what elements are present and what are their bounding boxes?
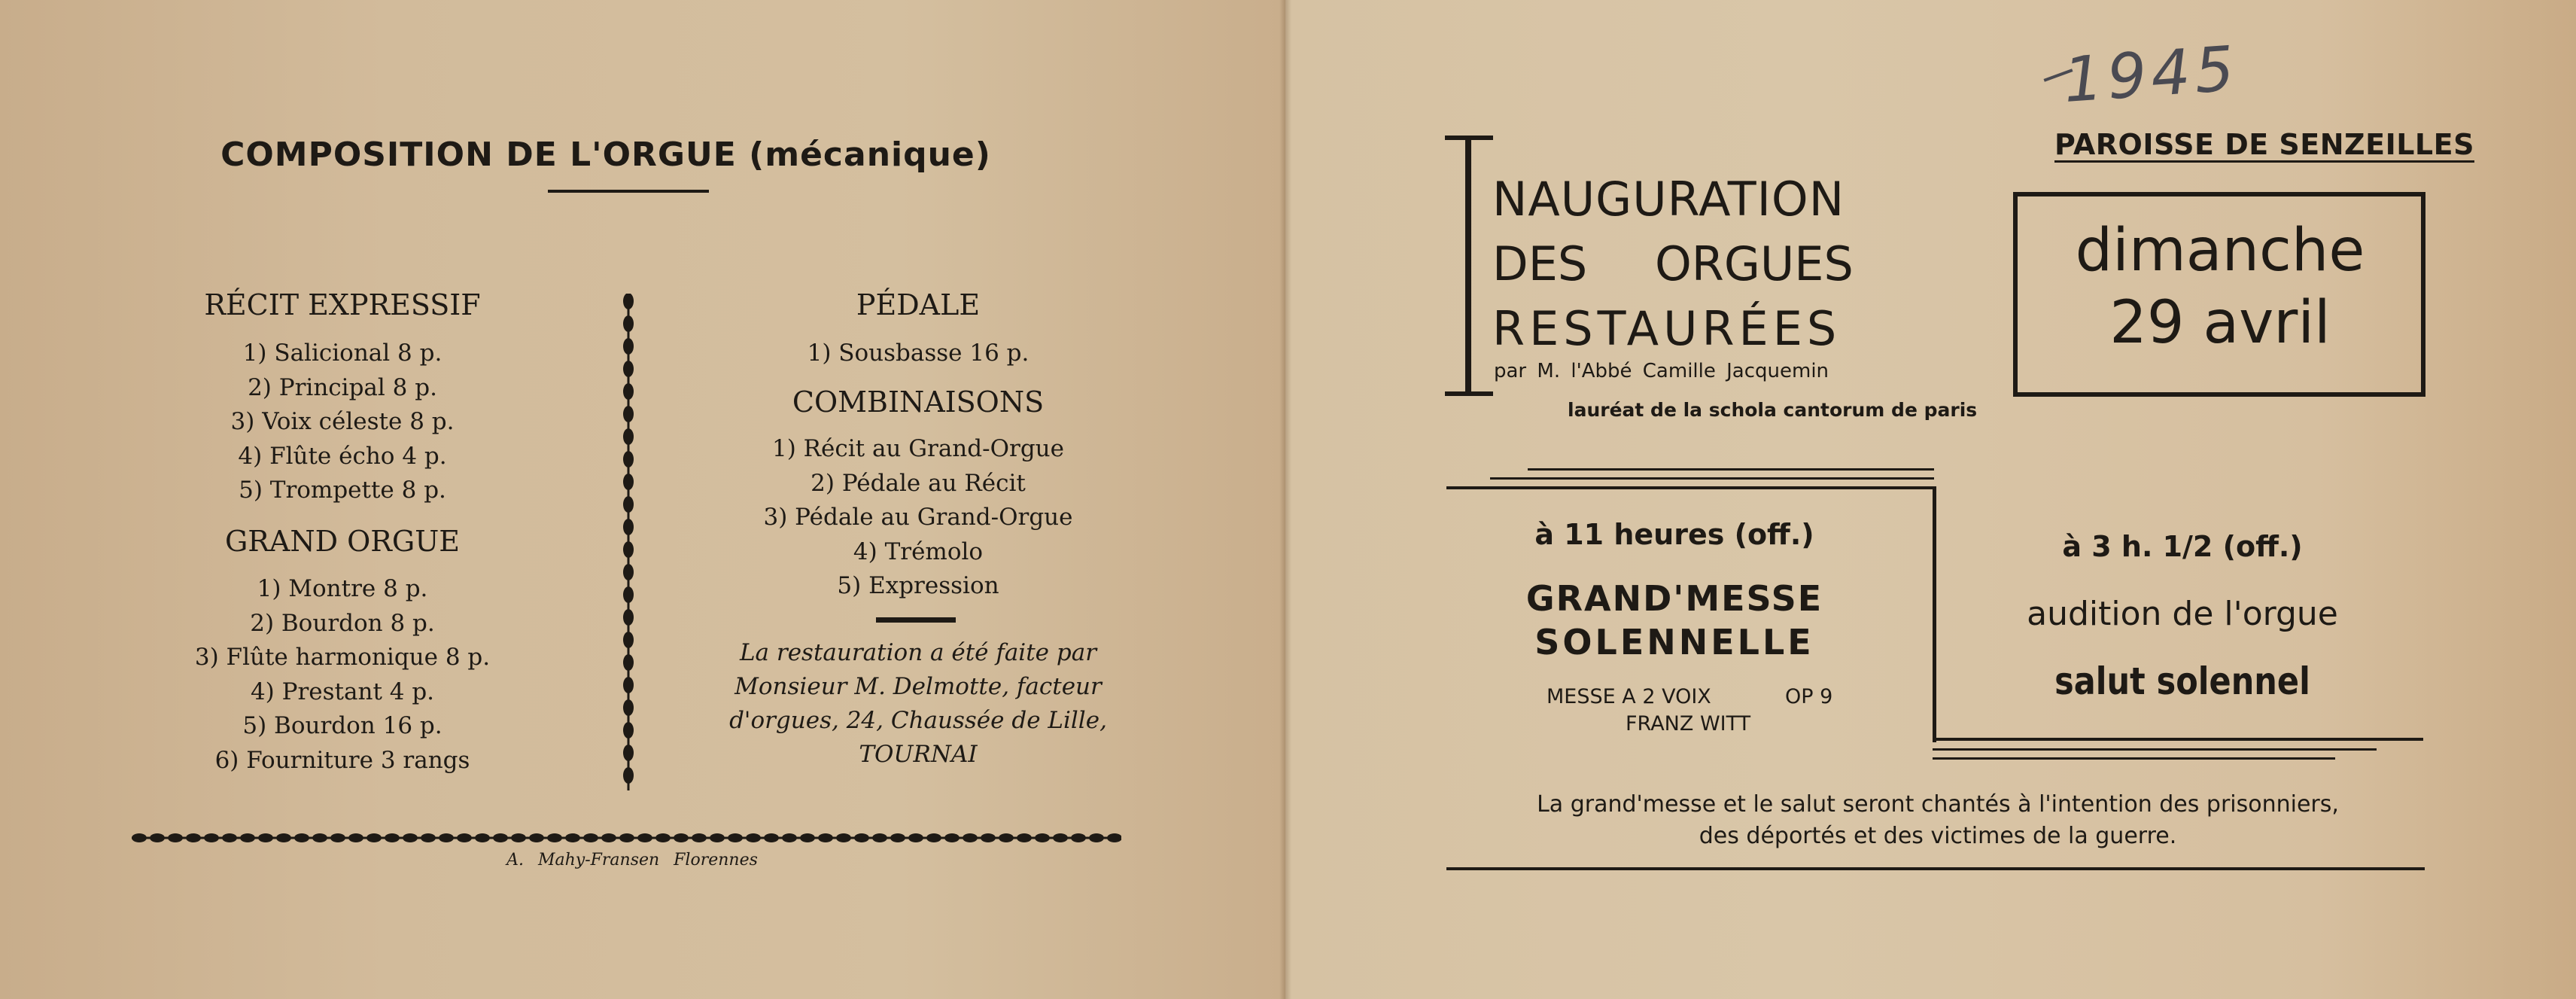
ornament-bead [421,833,436,842]
ornament-bead [240,833,255,842]
ornament-bead [623,361,634,377]
vertical-ornament [616,294,641,790]
ornament-bead [623,654,634,671]
ornament-bead [623,519,634,535]
ornament-bead [258,833,273,842]
date-label: 29 avril [2109,289,2331,357]
restauration-line: d'orgues, 24, Chaussée de Lille, [729,707,1107,734]
ornament-bead [385,833,400,842]
ornament-bead [623,586,634,603]
recit-heading: RÉCIT EXPRESSIF [204,288,481,321]
ornament-bead [963,833,978,842]
ornament-bead [583,833,598,842]
ornament-bead [623,474,634,490]
ornament-bead [1053,833,1068,842]
ornament-bead [204,833,219,842]
page-fold [1279,0,1291,999]
ornament-bead [623,564,634,580]
ornament-bead [132,833,147,842]
ornament-bead [511,833,526,842]
combinaisons-heading: COMBINAISONS [792,385,1045,419]
ornament-bead [999,833,1014,842]
composer-name: FRANZ WITT [1626,712,1751,736]
ornament-bead [623,767,634,784]
grand-orgue-stop: 1) Montre 8 p. [257,575,428,602]
ornament-bead [493,833,508,842]
ornament-bead [728,833,743,842]
ornament-bead [623,699,634,716]
horizontal-ornament [132,827,1121,849]
ornament-bead [1089,833,1104,842]
ornament-bead [601,833,616,842]
afternoon-time: à 3 h. 1/2 (off.) [2062,530,2303,563]
ornament-bead [623,451,634,468]
ornament-bead [674,833,689,842]
ornament-bead [623,496,634,513]
title-underline [548,190,709,193]
ornament-bead [330,833,345,842]
ornament-bead [764,833,779,842]
combinaisons-items [707,432,1129,604]
grand-orgue-stop: 2) Bourdon 8 p. [250,609,435,637]
grand-orgue-stops [135,572,549,778]
morning-time: à 11 heures (off.) [1534,518,1814,551]
ornament-bead [836,833,851,842]
ornament-bead [276,833,291,842]
ornament-bead [800,833,815,842]
ornament-bead [1071,833,1086,842]
ornament-bead [403,833,418,842]
ornament-bead [623,383,634,400]
restauration-line: Monsieur M. Delmotte, facteur [734,673,1102,700]
ornament-bead [692,833,707,842]
ornament-bead [168,833,183,842]
title-line: DES ORGUES [1492,236,1854,291]
ornament-bead [623,541,634,558]
ornament-bead [312,833,327,842]
opus-label: OP 9 [1785,685,1833,708]
morning-event [1490,577,1859,664]
ornament-bead [981,833,996,842]
ornament-bead [746,833,761,842]
ornament-bead [529,833,544,842]
ornament-bead [623,338,634,355]
date-box [2017,215,2423,359]
ornament-bead [890,833,905,842]
ornament-bead [623,677,634,693]
ornament-bead [655,833,671,842]
ornament-bead [475,833,490,842]
title-line: RESTAURÉES [1492,301,1842,356]
ornament-bead [872,833,887,842]
ornament-bead [854,833,869,842]
audition-line: audition de l'orgue [2027,595,2338,633]
ornament-bead [366,833,382,842]
ornament-bead [637,833,652,842]
pedale-heading: PÉDALE [856,288,981,321]
grand-orgue-heading: GRAND ORGUE [224,525,461,558]
ornament-bead [348,833,363,842]
handwritten-year: 1945 [2060,32,2241,117]
ornament-bead [623,722,634,739]
composition-title: COMPOSITION DE L'ORGUE (mécanique) [220,136,991,174]
divider-top-1 [1528,468,1934,471]
ornament-bead [547,833,562,842]
day-label: dimanche [2075,217,2365,285]
footer-line: La grand'messe et le salut seront chantés à l'intention des prisonniers, [1537,791,2339,818]
parish-name: PAROISSE DE SENZEILLES [2054,128,2474,161]
divider-bottom-3 [1933,757,2335,760]
grand-orgue-stop: 3) Flûte harmonique 8 p. [194,644,491,671]
recit-stop: 1) Salicional 8 p. [242,340,443,367]
ornament-bead [710,833,725,842]
title-line: NAUGURATION [1492,172,1845,227]
salut-line: salut solennel [2054,659,2310,703]
ornament-bead [439,833,454,842]
recit-stop: 5) Trompette 8 p. [239,477,446,504]
pedale-stops [722,337,1114,371]
grand-orgue-stop: 4) Prestant 4 p. [250,678,435,705]
laureate-line: lauréat de la schola cantorum de paris [1568,399,1978,421]
pedale-stop: 1) Sousbasse 16 p. [807,340,1029,367]
restauration-note [692,636,1144,772]
combinaison-item: 1) Récit au Grand-Orgue [772,435,1064,462]
ornament-bead [1017,833,1032,842]
ornament-bead [222,833,237,842]
ornament-bead [818,833,833,842]
combinaison-item: 3) Pédale au Grand-Orgue [763,504,1073,531]
ornament-bead [623,406,634,422]
combinaison-item: 2) Pédale au Récit [811,469,1026,497]
restauration-line: La restauration a été faite par [739,639,1097,666]
footer-rule [1446,867,2425,870]
ornament-bead [1035,833,1050,842]
divider-top-2 [1490,477,1934,480]
ornament-bead [186,833,201,842]
divider-top-3 [1446,486,1934,489]
initial-i-stem [1465,136,1471,395]
ornament-bead [619,833,634,842]
ornament-bead [623,315,634,332]
ornament-bead [908,833,923,842]
grand-orgue-stop: 6) Fourniture 3 rangs [214,746,470,774]
footer-line: des déportés et des victimes de la guerre. [1699,823,2177,849]
ornament-bead [782,833,797,842]
ornament-bead [623,294,634,309]
combinaison-item: 5) Expression [837,572,999,599]
ornament-bead [623,609,634,626]
ornament-bead [1107,833,1121,842]
ornament-bead [926,833,941,842]
ornament-bead [623,745,634,761]
ornament-bead [623,428,634,445]
grand-orgue-stop: 5) Bourdon 16 p. [242,712,443,739]
ornament-bead [457,833,472,842]
restauration-line: TOURNAI [859,741,978,768]
inauguration-title [1492,167,1869,361]
ornament-bead [294,833,309,842]
recit-stops [143,337,542,508]
recit-stop: 4) Flûte écho 4 p. [238,442,447,470]
ornament-bead [944,833,960,842]
divider-bottom-2 [1933,748,2377,751]
footer-note [1456,789,2419,852]
combinaison-item: 4) Trémolo [853,538,984,565]
ornament-bead [623,632,634,648]
messe-line: MESSE A 2 VOIX [1547,685,1711,708]
recit-stop: 2) Principal 8 p. [248,373,437,401]
event-line: SOLENNELLE [1534,622,1814,662]
recit-stop: 3) Voix céleste 8 p. [230,408,455,435]
initial-i-bottom [1445,391,1493,396]
ornament-bead [150,833,165,842]
event-line: GRAND'MESSE [1525,578,1823,619]
by-line: par M. l'Abbé Camille Jacquemin [1494,360,1829,382]
combinaisons-divider [876,617,956,623]
divider-vertical [1933,486,1936,742]
divider-bottom-1 [1933,738,2423,741]
printer-credit: A. Mahy-Fransen Florennes [506,851,758,870]
ornament-bead [565,833,580,842]
